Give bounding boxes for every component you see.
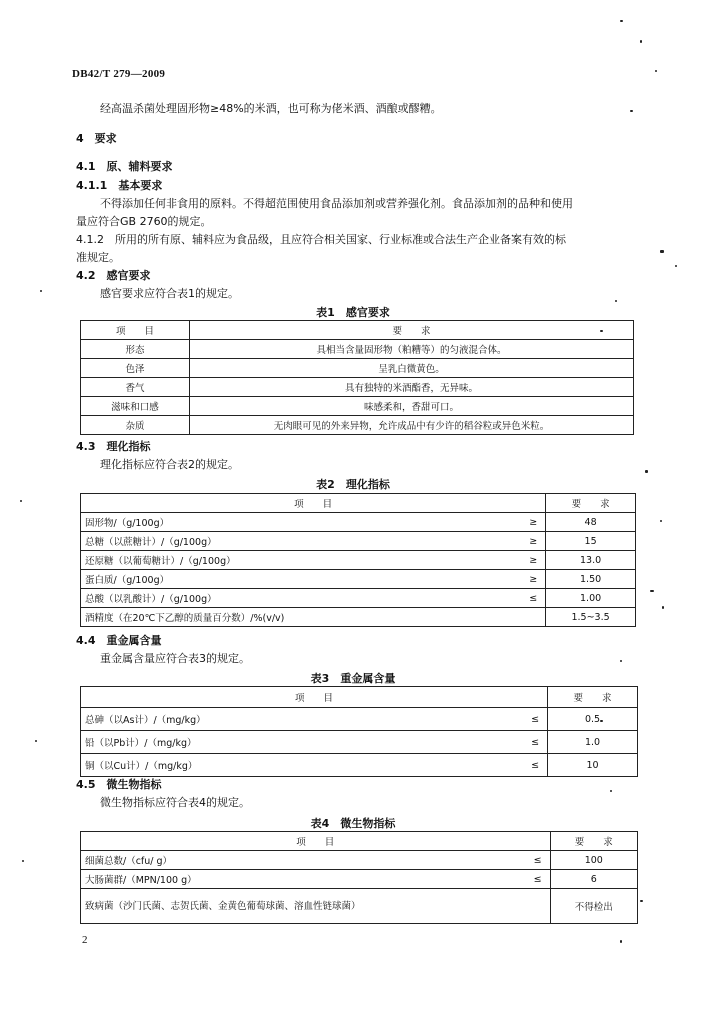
table-cell: 不得检出 — [550, 889, 637, 924]
table-header: 要 求 — [548, 687, 638, 708]
section-4-1-2-text-line2: 准规定。 — [76, 251, 120, 264]
table-header: 项 目 — [81, 687, 548, 708]
table-cell: 总砷（以As计）/（mg/kg） — [81, 708, 526, 731]
table-row — [81, 513, 636, 532]
table-row — [81, 851, 638, 870]
comparison-symbol: ≤ — [528, 870, 551, 889]
table-cell: 0.5 — [548, 708, 638, 731]
table-cell: 1.0 — [548, 731, 638, 754]
table-cell: 味感柔和，香甜可口。 — [190, 397, 634, 416]
section-4-2-heading: 4.2 感官要求 — [76, 269, 151, 282]
table4 — [80, 831, 638, 924]
section-4-1-heading: 4.1 原、辅料要求 — [76, 160, 173, 173]
table-row — [81, 731, 638, 754]
table-cell: 具相当含量固形物（粕糟等）的匀液混合体。 — [190, 340, 634, 359]
table-header: 项 目 — [81, 832, 551, 851]
comparison-symbol: ≤ — [528, 851, 551, 870]
section-4-1-2-text-line1: 4.1.2 所用的所有原、辅料应为食品级，且应符合相关国家、行业标准或合法生产企业备案有效的标 — [76, 233, 566, 246]
table-cell: 具有独特的米酒酯香，无异味。 — [190, 378, 634, 397]
comparison-symbol: ≤ — [525, 754, 548, 777]
section-4-1-1-text-line2: 量应符合GB 2760的规定。 — [76, 215, 212, 228]
comparison-symbol: ≥ — [523, 551, 546, 570]
table-cell: 形态 — [81, 340, 190, 359]
table-row — [81, 570, 636, 589]
table-row — [81, 608, 636, 627]
table2-caption: 表2 理化指标 — [316, 478, 390, 491]
table-cell: 1.5~3.5 — [546, 608, 636, 627]
table1-caption: 表1 感官要求 — [316, 306, 390, 319]
comparison-symbol: ≤ — [523, 589, 546, 608]
table-cell: 48 — [546, 513, 636, 532]
table-header: 要 求 — [190, 321, 634, 340]
table-row — [81, 340, 634, 359]
section-4-4-heading: 4.4 重金属含量 — [76, 634, 162, 647]
table-row — [81, 889, 638, 924]
comparison-symbol: ≥ — [523, 513, 546, 532]
table-row — [81, 378, 634, 397]
table-row — [81, 870, 638, 889]
table-cell: 13.0 — [546, 551, 636, 570]
table4-caption: 表4 微生物指标 — [310, 817, 396, 830]
table-cell: 总酸（以乳酸计）/（g/100g） — [81, 589, 524, 608]
table-cell: 滋味和口感 — [81, 397, 190, 416]
table1 — [80, 320, 634, 435]
comparison-symbol: ≥ — [523, 570, 546, 589]
section-4-1-1-text-line1: 不得添加任何非食用的原料。不得超范围使用食品添加剂或营养强化剂。食品添加剂的品种和使用 — [100, 197, 573, 210]
table-cell: 铅（以Pb计）/（mg/kg） — [81, 731, 526, 754]
section-4-5-heading: 4.5 微生物指标 — [76, 778, 162, 791]
table3-header-row — [81, 687, 638, 708]
table2 — [80, 493, 636, 627]
table-cell: 杂质 — [81, 416, 190, 435]
table-row — [81, 754, 638, 777]
section-4-heading: 4 要求 — [76, 132, 117, 145]
section-4-5-text: 微生物指标应符合表4的规定。 — [100, 796, 250, 809]
comparison-symbol: ≤ — [525, 708, 548, 731]
table-cell: 1.00 — [546, 589, 636, 608]
comparison-symbol: ≥ — [523, 532, 546, 551]
table-cell: 色泽 — [81, 359, 190, 378]
table-cell: 细菌总数/（cfu/ g） — [81, 851, 528, 870]
table-header: 项 目 — [81, 494, 546, 513]
table-cell: 10 — [548, 754, 638, 777]
section-4-2-text: 感官要求应符合表1的规定。 — [100, 287, 239, 300]
table3-caption: 表3 重金属含量 — [310, 672, 396, 685]
table-row — [81, 551, 636, 570]
section-4-1-1-heading: 4.1.1 基本要求 — [76, 179, 163, 192]
section-4-3-heading: 4.3 理化指标 — [76, 440, 151, 453]
table-header: 项 目 — [81, 321, 190, 340]
table-row — [81, 359, 634, 378]
table-cell: 香气 — [81, 378, 190, 397]
table4-header-row — [81, 832, 638, 851]
table-row — [81, 708, 638, 731]
table-row — [81, 416, 634, 435]
table-header: 要 求 — [546, 494, 636, 513]
comparison-symbol: ≤ — [525, 731, 548, 754]
table-cell: 铜（以Cu计）/（mg/kg） — [81, 754, 526, 777]
table-row — [81, 589, 636, 608]
table-cell: 15 — [546, 532, 636, 551]
table-cell: 酒精度（在20℃下乙醇的质量百分数）/%(v/v) — [81, 608, 546, 627]
table-cell: 6 — [550, 870, 637, 889]
page-number: 2 — [82, 934, 88, 946]
table2-header-row — [81, 494, 636, 513]
section-4-4-text: 重金属含量应符合表3的规定。 — [100, 652, 250, 665]
table-row — [81, 397, 634, 416]
table-cell: 总糖（以蔗糖计）/（g/100g） — [81, 532, 524, 551]
document-code: DB42/T 279—2009 — [72, 68, 166, 80]
table-cell: 1.50 — [546, 570, 636, 589]
table-cell: 100 — [550, 851, 637, 870]
table-cell: 呈乳白微黄色。 — [190, 359, 634, 378]
table-cell: 还原糖（以葡萄糖计）/（g/100g） — [81, 551, 524, 570]
table-cell: 蛋白质/（g/100g） — [81, 570, 524, 589]
section-4-3-text: 理化指标应符合表2的规定。 — [100, 458, 239, 471]
table-cell: 固形物/（g/100g） — [81, 513, 524, 532]
table-header: 要 求 — [550, 832, 637, 851]
table-cell: 致病菌（沙门氏菌、志贺氏菌、金黄色葡萄球菌、溶血性链球菌） — [81, 889, 551, 924]
table-row — [81, 532, 636, 551]
table-cell: 大肠菌群/（MPN/100 g） — [81, 870, 528, 889]
intro-text: 经高温杀菌处理固形物≥48%的米酒，也可称为佬米酒、酒酿或醪糟。 — [100, 102, 442, 115]
table-cell: 无肉眼可见的外来异物，允许成品中有少许的稻谷粒或异色米粒。 — [190, 416, 634, 435]
table1-header-row — [81, 321, 634, 340]
table3 — [80, 686, 638, 777]
